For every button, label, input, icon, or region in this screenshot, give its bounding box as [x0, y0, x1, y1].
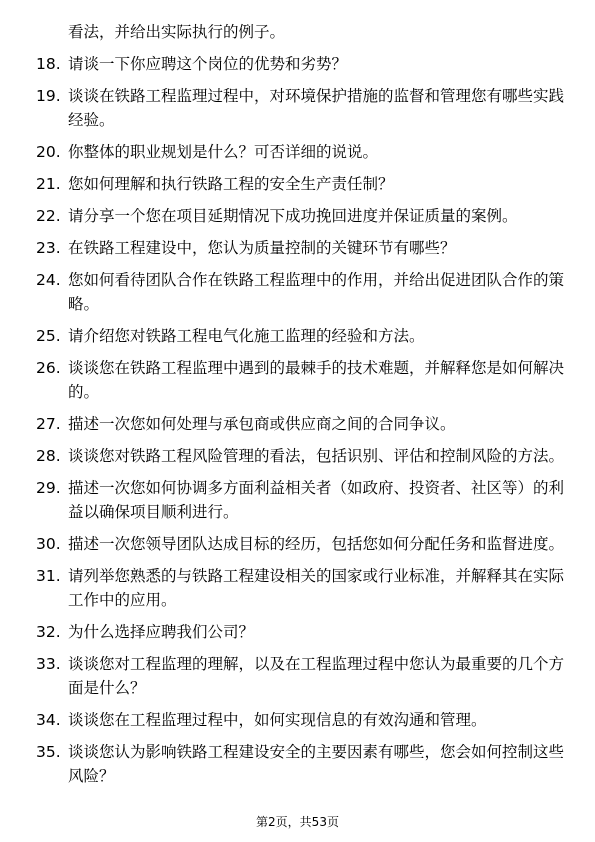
- question-number: 25.: [36, 327, 61, 345]
- question-item: [36, 268, 566, 316]
- question-text: 谈谈您对铁路工程风险管理的看法，包括识别、评估和控制风险的方法。: [68, 447, 565, 465]
- question-item: [36, 324, 566, 348]
- question-text: 为什么选择应聘我们公司？: [68, 623, 255, 641]
- question-item: [36, 140, 566, 164]
- question-number: 34.: [36, 711, 61, 729]
- question-number: 23.: [36, 239, 61, 257]
- question-item: [36, 532, 566, 556]
- question-number: 35.: [36, 743, 61, 761]
- question-item: [36, 172, 566, 196]
- question-item: [36, 564, 566, 612]
- question-text: 请分享一个您在项目延期情况下成功挽回进度并保证质量的案例。: [68, 207, 518, 225]
- question-list: [36, 20, 566, 796]
- question-item: [36, 740, 566, 788]
- question-number: 22.: [36, 207, 61, 225]
- question-text: 描述一次您如何处理与承包商或供应商之间的合同争议。: [68, 415, 456, 433]
- question-text: 请列举您熟悉的与铁路工程建设相关的国家或行业标准，并解释其在实际工作中的应用。: [68, 567, 565, 609]
- question-text: 请介绍您对铁路工程电气化施工监理的经验和方法。: [68, 327, 425, 345]
- question-item: [36, 708, 566, 732]
- question-number: 26.: [36, 359, 61, 377]
- question-item: [36, 652, 566, 700]
- question-item: [36, 476, 566, 524]
- question-text: 谈谈您在工程监理过程中，如何实现信息的有效沟通和管理。: [68, 711, 487, 729]
- question-item: [36, 412, 566, 436]
- question-item: [36, 444, 566, 468]
- question-number: 28.: [36, 447, 61, 465]
- question-item: [36, 204, 566, 228]
- question-item: [36, 84, 566, 132]
- question-text: 您如何理解和执行铁路工程的安全生产责任制？: [68, 175, 394, 193]
- question-number: 33.: [36, 655, 61, 673]
- question-number: 24.: [36, 271, 61, 289]
- question-text: 谈谈在铁路工程监理过程中，对环境保护措施的监督和管理您有哪些实践经验。: [68, 87, 565, 129]
- question-item: [36, 356, 566, 404]
- question-text: 你整体的职业规划是什么？可否详细的说说。: [68, 143, 379, 161]
- question-number: 19.: [36, 87, 61, 105]
- question-number: 29.: [36, 479, 61, 497]
- question-text: 描述一次您领导团队达成目标的经历，包括您如何分配任务和监督进度。: [68, 535, 565, 553]
- question-number: 32.: [36, 623, 61, 641]
- question-number: 27.: [36, 415, 61, 433]
- question-number: 20.: [36, 143, 61, 161]
- question-number: 21.: [36, 175, 61, 193]
- question-text: 在铁路工程建设中，您认为质量控制的关键环节有哪些？: [68, 239, 456, 257]
- question-text: 描述一次您如何协调多方面利益相关者（如政府、投资者、社区等）的利益以确保项目顺利进行。: [68, 479, 565, 521]
- question-number: 30.: [36, 535, 61, 553]
- question-number: 31.: [36, 567, 61, 585]
- question-item: [36, 236, 566, 260]
- question-number: 18.: [36, 55, 61, 73]
- question-text: 谈谈您对工程监理的理解，以及在工程监理过程中您认为最重要的几个方面是什么？: [68, 655, 565, 697]
- question-text: 您如何看待团队合作在铁路工程监理中的作用，并给出促进团队合作的策略。: [68, 271, 565, 313]
- continuation-text: 看法，并给出实际执行的例子。: [68, 23, 286, 41]
- question-text: 请谈一下你应聘这个岗位的优势和劣势？: [68, 55, 348, 73]
- question-item: [36, 52, 566, 76]
- question-text: 谈谈您认为影响铁路工程建设安全的主要因素有哪些，您会如何控制这些风险？: [68, 743, 565, 785]
- page-footer: 第2页，共53页: [256, 815, 339, 829]
- question-item: [36, 620, 566, 644]
- question-text: 谈谈您在铁路工程监理中遇到的最棘手的技术难题，并解释您是如何解决的。: [68, 359, 565, 401]
